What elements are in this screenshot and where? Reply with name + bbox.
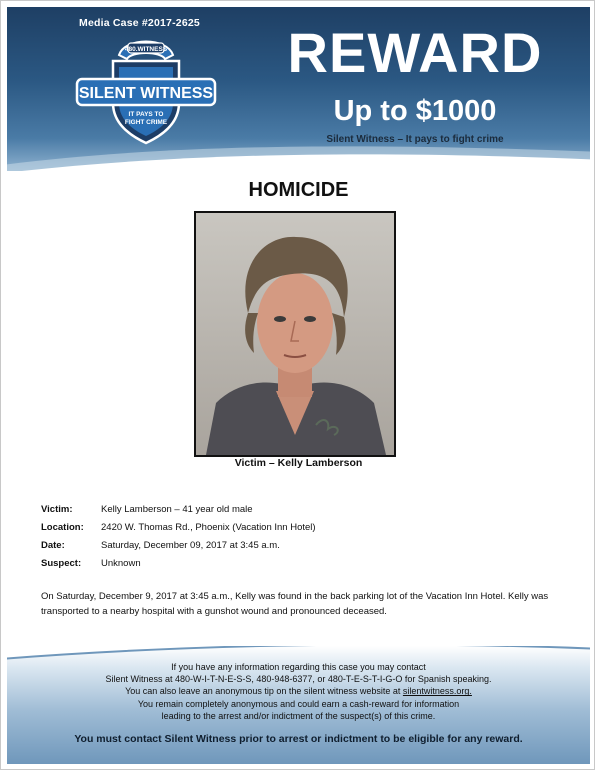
detail-value: 2420 W. Thomas Rd., Phoenix (Vacation Inn Hotel) <box>101 522 316 533</box>
website-link[interactable]: silentwitness.org. <box>402 686 472 697</box>
contact-line: If you have any information regarding this case you may contact <box>171 662 426 672</box>
silent-witness-logo <box>73 33 219 145</box>
contact-line-text: You can also leave an anonymous tip on the silent witness website at <box>125 686 403 697</box>
tagline: Silent Witness – It pays to fight crime <box>326 134 504 145</box>
crime-title: HOMICIDE <box>248 179 349 201</box>
header-banner <box>7 7 590 171</box>
contact-line: Silent Witness at 480-W-I-T-N-E-S-S, 480-948-6377, or 480-T-E-S-T-I-G-O for Spanish speaking. <box>105 674 492 685</box>
victim-photo <box>194 211 396 457</box>
contact-line: leading to the arrest and/or indictment of the suspect(s) of this crime. <box>161 710 436 721</box>
photo-caption: Victim – Kelly Lamberson <box>234 457 363 469</box>
detail-label: Location: <box>41 522 84 533</box>
detail-value: Kelly Lamberson – 41 year old male <box>101 504 253 515</box>
svg-text:480.WITNESS: 480.WITNESS <box>124 45 168 53</box>
svg-text:IT PAYS TO: IT PAYS TO <box>128 111 164 118</box>
contact-info <box>7 661 590 722</box>
detail-label: Date: <box>41 540 65 551</box>
detail-value: Unknown <box>101 558 141 569</box>
media-case-number: Media Case #2017-2625 <box>79 17 200 29</box>
footer-banner <box>7 646 590 764</box>
detail-value: Saturday, December 09, 2017 at 3:45 a.m. <box>101 540 280 551</box>
detail-label: Victim: <box>41 504 73 515</box>
victim-portrait-illustration <box>196 213 394 455</box>
contact-line <box>7 685 590 697</box>
detail-label: Suspect: <box>41 558 82 569</box>
contact-line: You remain completely anonymous and could earn a cash-reward for information <box>137 698 460 709</box>
eligibility-notice: You must contact Silent Witness prior to arrest or indictment to be eligible for any reward. <box>74 733 523 745</box>
reward-amount: Up to $1000 <box>333 95 497 127</box>
svg-text:FIGHT CRIME: FIGHT CRIME <box>124 119 168 126</box>
reward-heading: REWARD <box>287 21 543 84</box>
case-narrative: On Saturday, December 9, 2017 at 3:45 a.m., Kelly was found in the back parking lot of the Vacation Inn Hotel. Kelly was transported to a nearby hospital with a gunshot wound and pronounced deceased. <box>41 591 549 617</box>
svg-text:SILENT WITNESS: SILENT WITNESS <box>78 85 214 102</box>
